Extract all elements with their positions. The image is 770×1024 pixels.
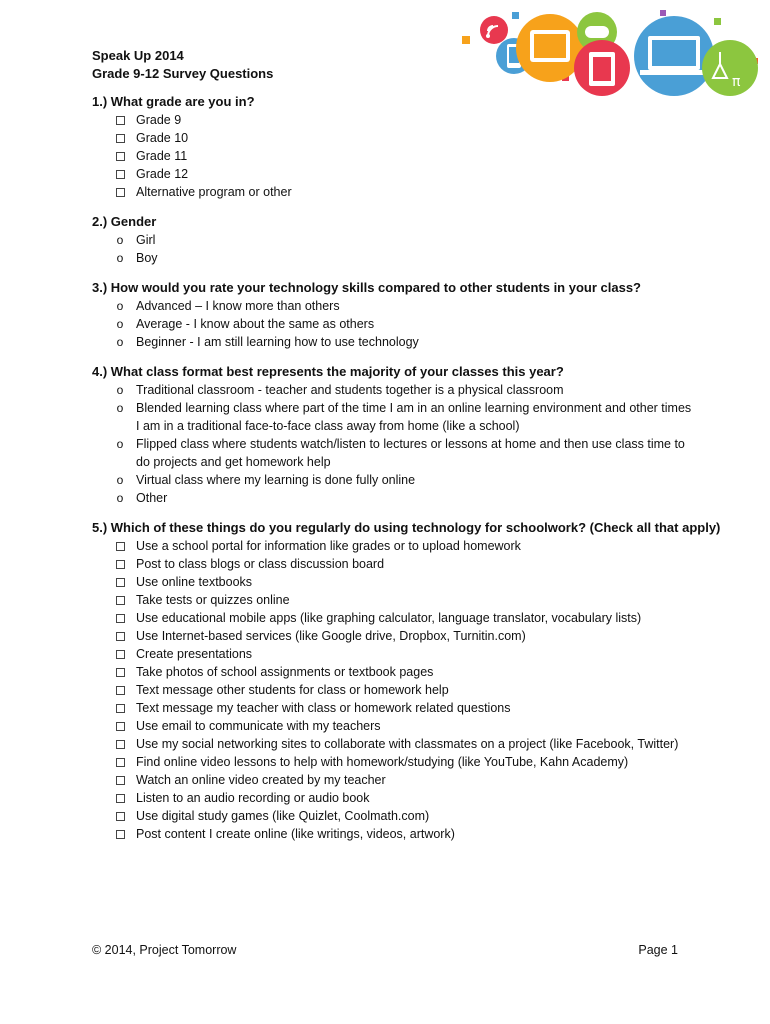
option-item bbox=[92, 825, 692, 843]
option-label: Take photos of school assignments or textbook pages bbox=[136, 665, 434, 679]
page-subtitle: Grade 9-12 Survey Questions bbox=[92, 66, 274, 81]
checkbox-icon[interactable] bbox=[113, 591, 127, 609]
option-label: Girl bbox=[136, 233, 156, 247]
checkbox-icon[interactable] bbox=[113, 735, 127, 753]
option-label: Watch an online video created by my teacher bbox=[136, 773, 386, 787]
checkbox-icon[interactable] bbox=[113, 147, 127, 165]
radio-icon[interactable]: o bbox=[116, 401, 124, 415]
option-label: Boy bbox=[136, 251, 158, 265]
option-label: Use email to communicate with my teachers bbox=[136, 719, 381, 733]
checkbox-icon[interactable] bbox=[113, 609, 127, 627]
checkbox-icon[interactable] bbox=[113, 771, 127, 789]
radio-icon[interactable]: o bbox=[116, 233, 124, 247]
option-item bbox=[92, 735, 692, 753]
checkbox-icon[interactable] bbox=[113, 111, 127, 129]
radio-icon[interactable]: o bbox=[116, 473, 124, 487]
question-5 bbox=[92, 519, 721, 843]
checkbox-icon[interactable] bbox=[113, 807, 127, 825]
option-item bbox=[92, 165, 692, 183]
options-list bbox=[92, 111, 692, 201]
option-label: Other bbox=[136, 491, 168, 505]
option-label: Use online textbooks bbox=[136, 575, 253, 589]
option-item bbox=[92, 183, 692, 201]
option-label: Virtual class where my learning is done fully online bbox=[136, 473, 416, 487]
option-item bbox=[92, 249, 692, 267]
option-label: Text message other students for class or homework help bbox=[136, 683, 449, 697]
checkbox-icon[interactable] bbox=[113, 627, 127, 645]
option-item bbox=[92, 807, 692, 825]
option-item bbox=[92, 753, 692, 771]
option-item bbox=[92, 555, 692, 573]
option-label: Blended learning class where part of the time I am in an online learning environment and other times I am in a traditional face-to-face class away from home (like a school) bbox=[136, 401, 692, 433]
option-item bbox=[92, 609, 692, 627]
option-label: Advanced – I know more than others bbox=[136, 299, 340, 313]
checkbox-icon[interactable] bbox=[113, 183, 127, 201]
checkbox-icon[interactable] bbox=[113, 681, 127, 699]
option-label: Grade 10 bbox=[136, 131, 189, 145]
options-list bbox=[92, 297, 692, 351]
question-title: 5.) Which of these things do you regularly do using technology for schoolwork? (Check all that apply) bbox=[92, 520, 721, 535]
question-title: 4.) What class format best represents the majority of your classes this year? bbox=[92, 364, 564, 379]
option-label: Traditional classroom - teacher and students together is a physical classroom bbox=[136, 383, 564, 397]
checkbox-icon[interactable] bbox=[113, 717, 127, 735]
option-item bbox=[92, 771, 692, 789]
header bbox=[92, 47, 273, 83]
radio-icon[interactable]: o bbox=[116, 491, 124, 505]
option-label: Grade 12 bbox=[136, 167, 189, 181]
checkbox-icon[interactable] bbox=[113, 573, 127, 591]
checkbox-icon[interactable] bbox=[113, 753, 127, 771]
option-label: Find online video lessons to help with homework/studying (like YouTube, Kahn Academy) bbox=[136, 755, 629, 769]
option-item bbox=[92, 147, 692, 165]
options-list bbox=[92, 381, 692, 507]
option-label: Create presentations bbox=[136, 647, 253, 661]
radio-icon[interactable]: o bbox=[116, 317, 124, 331]
radio-icon[interactable]: o bbox=[116, 335, 124, 349]
question-4 bbox=[92, 363, 692, 507]
checkbox-icon[interactable] bbox=[113, 699, 127, 717]
option-item bbox=[92, 663, 692, 681]
option-item bbox=[92, 645, 692, 663]
speak-up-logo bbox=[462, 8, 762, 98]
option-item bbox=[92, 381, 692, 399]
option-label: Post content I create online (like writings, videos, artwork) bbox=[136, 827, 455, 841]
option-item bbox=[92, 717, 692, 735]
option-item bbox=[92, 315, 692, 333]
question-2 bbox=[92, 213, 692, 267]
option-item bbox=[92, 435, 692, 471]
svg-text:π: π bbox=[732, 74, 741, 90]
option-label: Use a school portal for information like grades or to upload homework bbox=[136, 539, 521, 553]
option-label: Use Internet-based services (like Google drive, Dropbox, Turnitin.com) bbox=[136, 629, 526, 643]
option-label: Listen to an audio recording or audio book bbox=[136, 791, 370, 805]
option-label: Use digital study games (like Quizlet, Coolmath.com) bbox=[136, 809, 430, 823]
option-item bbox=[92, 573, 692, 591]
option-label: Flipped class where students watch/listen to lectures or lessons at home and then use class time to do projects and get homework help bbox=[136, 437, 685, 469]
checkbox-icon[interactable] bbox=[113, 555, 127, 573]
question-title: 1.) What grade are you in? bbox=[92, 94, 255, 109]
radio-icon[interactable]: o bbox=[116, 251, 124, 265]
option-item bbox=[92, 681, 692, 699]
option-item bbox=[92, 399, 692, 435]
option-item bbox=[92, 789, 692, 807]
option-label: Alternative program or other bbox=[136, 185, 292, 199]
page-title: Speak Up 2014 bbox=[92, 48, 184, 63]
option-item bbox=[92, 489, 692, 507]
option-label: Text message my teacher with class or homework related questions bbox=[136, 701, 511, 715]
option-label: Post to class blogs or class discussion board bbox=[136, 557, 385, 571]
option-label: Use educational mobile apps (like graphing calculator, language translator, vocabulary lists) bbox=[136, 611, 642, 625]
option-item bbox=[92, 591, 692, 609]
option-label: Average - I know about the same as others bbox=[136, 317, 375, 331]
option-label: Use my social networking sites to collaborate with classmates on a project (like Facebook, Twitter) bbox=[136, 737, 679, 751]
question-1 bbox=[92, 93, 692, 201]
option-item bbox=[92, 699, 692, 717]
option-item bbox=[92, 627, 692, 645]
radio-icon[interactable]: o bbox=[116, 383, 124, 397]
options-list bbox=[92, 537, 692, 843]
radio-icon[interactable]: o bbox=[116, 437, 124, 451]
option-item bbox=[92, 537, 692, 555]
radio-icon[interactable]: o bbox=[116, 299, 124, 313]
checkbox-icon[interactable] bbox=[113, 129, 127, 147]
footer-copyright: © 2014, Project Tomorrow bbox=[92, 943, 237, 957]
checkbox-icon[interactable] bbox=[113, 825, 127, 843]
option-label: Grade 11 bbox=[136, 149, 188, 163]
option-label: Grade 9 bbox=[136, 113, 182, 127]
option-item bbox=[92, 231, 692, 249]
checkbox-icon[interactable] bbox=[113, 165, 127, 183]
option-item bbox=[92, 297, 692, 315]
option-item bbox=[92, 129, 692, 147]
checkbox-icon[interactable] bbox=[113, 645, 127, 663]
questions-list bbox=[92, 93, 721, 855]
checkbox-icon[interactable] bbox=[113, 663, 127, 681]
option-label: Beginner - I am still learning how to use technology bbox=[136, 335, 419, 349]
options-list bbox=[92, 231, 692, 267]
question-title: 2.) Gender bbox=[92, 214, 157, 229]
option-item bbox=[92, 111, 692, 129]
option-label: Take tests or quizzes online bbox=[136, 593, 290, 607]
footer-page-number: Page 1 bbox=[638, 943, 678, 957]
option-item bbox=[92, 333, 692, 351]
option-item bbox=[92, 471, 692, 489]
question-3 bbox=[92, 279, 692, 351]
checkbox-icon[interactable] bbox=[113, 537, 127, 555]
question-title: 3.) How would you rate your technology skills compared to other students in your class? bbox=[92, 280, 641, 295]
checkbox-icon[interactable] bbox=[113, 789, 127, 807]
